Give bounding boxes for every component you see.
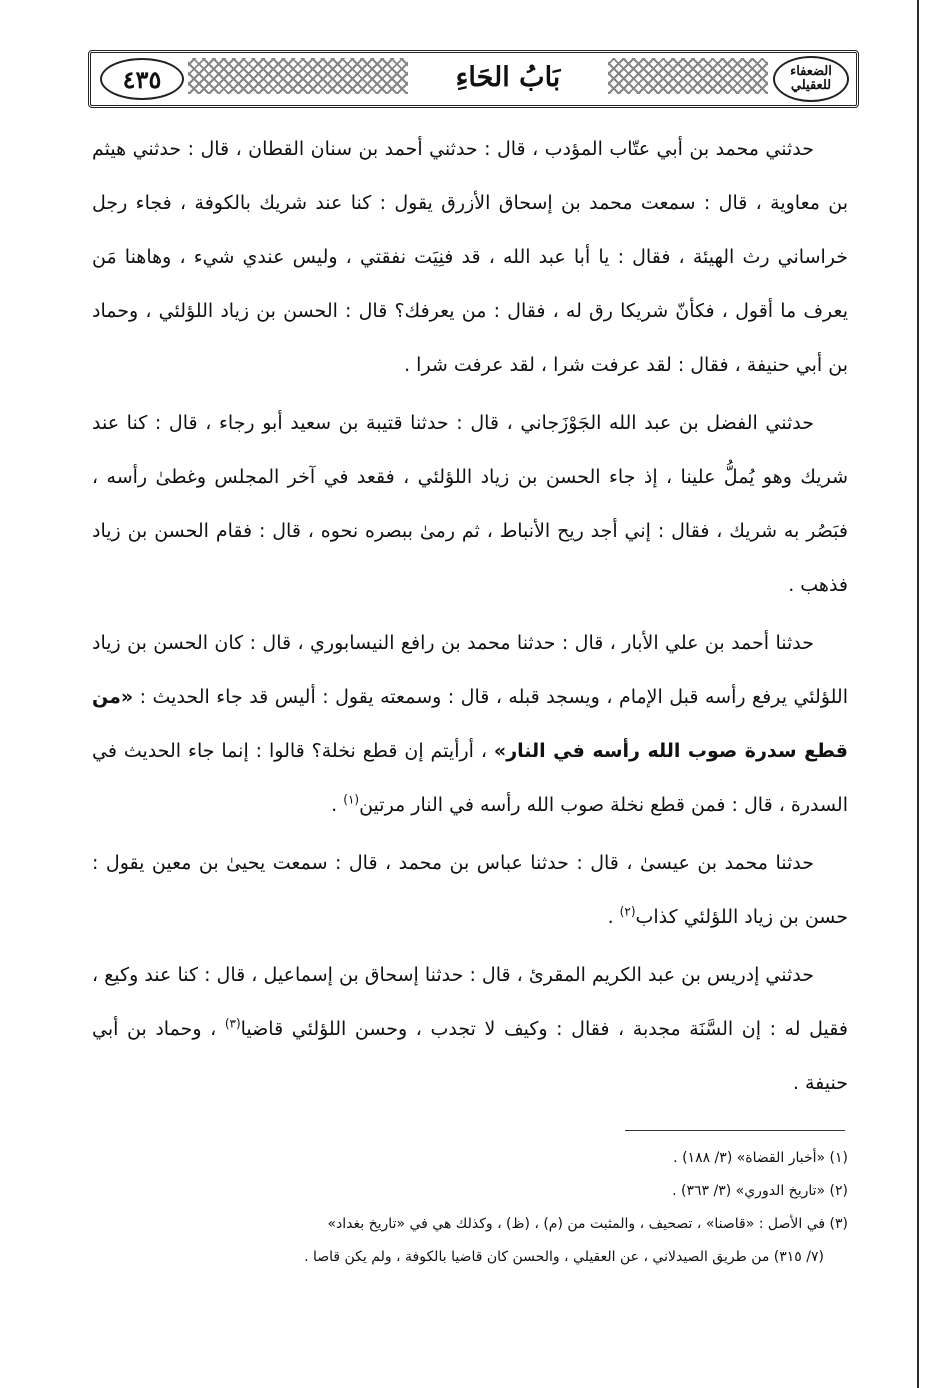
footnote-1: (١) «أخبار القضاة» (٣/ ١٨٨) .: [673, 1150, 848, 1166]
footnotes: [92, 1142, 848, 1274]
chapter-title: بَابُ الحَاءِ: [408, 54, 608, 100]
paragraph-5-text: حدثني إدريس بن عبد الكريم المقرئ ، قال : حدثنا إسحاق بن إسماعيل ، قال : كنا عند وكيع ، فقيل له : إن السَّنَة مجدبة ، فقال : وكيف لا تجدب ، وحسن اللؤلئي قاضيا: [92, 964, 848, 1040]
page-number: ٤٣٥: [100, 58, 184, 100]
footnote-3: (٣) في الأصل : «قاصنا» ، تصحيف ، والمثبت من (م) ، (ظ) ، وكذلك هي في «تاريخ بغداد»: [327, 1216, 848, 1232]
paragraph-1: حدثني محمد بن أبي عتّاب المؤدب ، قال : حدثني أحمد بن سنان القطان ، قال : حدثني هيثم بن معاوية ، قال : سمعت محمد بن إسحاق الأزرق يقول : كنا عند شريك بالكوفة ، فجاء رجل خراساني رث الهيئة ، فقال : يا أبا عبد الله ، قد فنِيَت نفقتي ، وليس عندي شيء ، وهاهنا مَن يعرف ما أقول ، فكأنّ شريكا رق له ، فقال : من يعرفك؟ قال : الحسن بن زياد اللؤلئي ، وحماد بن أبي حنيفة ، فقال : لقد عرفت شرا ، لقد عرفت شرا .: [92, 138, 848, 376]
book-logo: الضعفاء للعقيلي: [773, 56, 849, 102]
paragraph-3: [92, 616, 848, 832]
paragraph-4-text: حدثنا محمد بن عيسىٰ ، قال : حدثنا عباس بن محمد ، قال : سمعت يحيىٰ بن معين يقول : حسن بن زياد اللؤلئي كذاب: [92, 852, 848, 928]
page-edge-rule: [917, 0, 919, 1388]
paragraph-4-end: .: [607, 906, 620, 928]
paragraph-3-text-cont: ، أرأيتم إن قطع نخلة؟ قالوا : إنما جاء الحديث في السدرة ، قال : فمن قطع نخلة صوب الله رأسه في النار مرتين: [92, 740, 848, 816]
footnote-3-continuation: (٧/ ٣١٥) من طريق الصيدلاني ، عن العقيلي ، والحسن كان قاضيا بالكوفة ، ولم يكن قاصا .: [304, 1249, 824, 1265]
header-ornament-right: [608, 58, 768, 94]
header-ornament-left: [188, 58, 408, 94]
hadith-quote: «من قطع سدرة صوب الله رأسه في النار»: [92, 686, 848, 762]
footnote-ref-2[interactable]: (٢): [619, 904, 636, 919]
footnote-ref-1[interactable]: (١): [343, 792, 360, 807]
footnote-separator: [625, 1130, 845, 1131]
page-header: [88, 50, 859, 108]
paragraph-3-end: .: [331, 794, 344, 816]
footnote-ref-3[interactable]: (٣): [224, 1016, 241, 1031]
paragraph-5: [92, 948, 848, 1110]
main-text: [92, 122, 848, 1114]
paragraph-2: حدثني الفضل بن عبد الله الجَوْزَجاني ، قال : حدثنا قتيبة بن سعيد أبو رجاء ، قال : كنا عند شريك وهو يُملُّ علينا ، إذ جاء الحسن بن زياد اللؤلئي ، فقعد في آخر المجلس وغطىٰ رأسه ، فبَصُر به شريك ، فقال : إني أجد ريح الأنباط ، ثم رمىٰ ببصره نحوه ، قال : فقام الحسن بن زياد فذهب .: [92, 412, 848, 596]
footnote-2: (٢) «تاريخ الدوري» (٣/ ٣٦٣) .: [672, 1183, 848, 1199]
paragraph-4: [92, 836, 848, 944]
paragraph-5-end: ، وحماد بن أبي حنيفة .: [92, 1018, 848, 1094]
paragraph-3-text: حدثنا أحمد بن علي الأبار ، قال : حدثنا محمد بن رافع النيسابوري ، قال : كان الحسن بن زياد اللؤلئي يرفع رأسه قبل الإمام ، ويسجد قبله ، قال : وسمعته يقول : أليس قد جاء الحديث :: [92, 632, 848, 708]
